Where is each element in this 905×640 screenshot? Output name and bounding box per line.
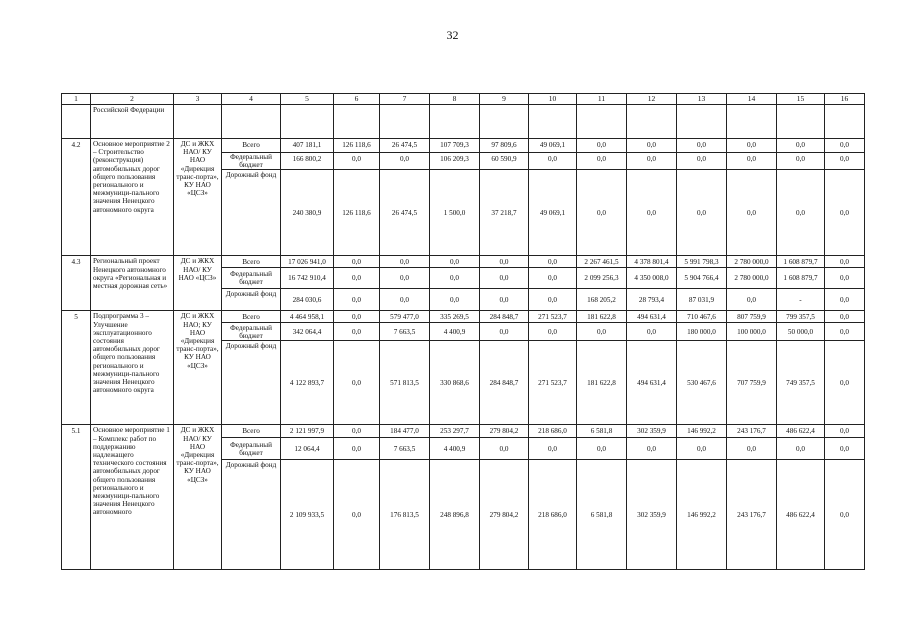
value-cell: 0,0 bbox=[529, 438, 577, 460]
value-cell: 284 030,6 bbox=[281, 289, 334, 311]
value-cell: 0,0 bbox=[334, 323, 380, 341]
table-row bbox=[62, 139, 865, 153]
value-cell: 16 742 910,4 bbox=[281, 268, 334, 289]
table-row bbox=[62, 311, 865, 323]
header-col-10: 10 bbox=[529, 94, 577, 105]
value-cell: 0,0 bbox=[577, 323, 627, 341]
value-cell: 0,0 bbox=[825, 425, 865, 438]
value-cell: 0,0 bbox=[825, 438, 865, 460]
value-cell: 330 868,6 bbox=[430, 341, 480, 425]
header-row bbox=[62, 94, 865, 105]
value-cell: 0,0 bbox=[825, 323, 865, 341]
value-cell: 243 176,7 bbox=[727, 460, 777, 570]
executor: ДС и ЖКХ НАО; КУ НАО «Дирекция транс-порта», КУ НАО «ЦСЗ» bbox=[174, 311, 222, 425]
value-cell: 271 523,7 bbox=[529, 311, 577, 323]
value-cell: 0,0 bbox=[577, 170, 627, 256]
value-cell: 126 118,6 bbox=[334, 170, 380, 256]
value-cell: 302 359,9 bbox=[627, 425, 677, 438]
value-cell: 0,0 bbox=[529, 268, 577, 289]
value-cell: 106 209,3 bbox=[430, 153, 480, 170]
cell-empty bbox=[430, 105, 480, 139]
cell-empty bbox=[281, 105, 334, 139]
executor: ДС и ЖКХ НАО/ КУ НАО «Дирекция транс-порта», КУ НАО «ЦСЗ» bbox=[174, 425, 222, 570]
funding-source: Федеральный бюджет bbox=[222, 323, 281, 341]
executor: ДС и ЖКХ НАО/ КУ НАО «Дирекция транс-порта», КУ НАО «ЦСЗ» bbox=[174, 139, 222, 256]
value-cell: 0,0 bbox=[727, 438, 777, 460]
value-cell: 0,0 bbox=[334, 268, 380, 289]
cell-empty bbox=[222, 105, 281, 139]
value-cell: 2 109 933,5 bbox=[281, 460, 334, 570]
value-cell: 284 848,7 bbox=[480, 311, 529, 323]
value-cell: 0,0 bbox=[825, 153, 865, 170]
value-cell: 342 064,4 bbox=[281, 323, 334, 341]
value-cell: 17 026 941,0 bbox=[281, 256, 334, 268]
activity-title: Подпрограмма 3 – Улучшение эксплуатационного состояния автомобильных дорог общего пользования регионального и межмуници-пального значения Ненецкого автономного округа bbox=[91, 311, 174, 425]
value-cell: 710 467,6 bbox=[677, 311, 727, 323]
header-col-11: 11 bbox=[577, 94, 627, 105]
value-cell: 1 500,0 bbox=[430, 170, 480, 256]
value-cell: 184 477,0 bbox=[380, 425, 430, 438]
cell-empty bbox=[380, 105, 430, 139]
value-cell: 0,0 bbox=[529, 153, 577, 170]
value-cell: 243 176,7 bbox=[727, 425, 777, 438]
value-cell: 0,0 bbox=[727, 170, 777, 256]
value-cell: 28 793,4 bbox=[627, 289, 677, 311]
value-cell: 248 896,8 bbox=[430, 460, 480, 570]
value-cell: 4 464 958,1 bbox=[281, 311, 334, 323]
value-cell: 0,0 bbox=[677, 438, 727, 460]
value-cell: 0,0 bbox=[677, 170, 727, 256]
continuation-row bbox=[62, 105, 865, 139]
value-cell: 0,0 bbox=[677, 153, 727, 170]
value-cell: 0,0 bbox=[627, 139, 677, 153]
value-cell: 0,0 bbox=[627, 323, 677, 341]
funding-source: Дорожный фонд bbox=[222, 341, 281, 425]
value-cell: 126 118,6 bbox=[334, 139, 380, 153]
value-cell: 0,0 bbox=[334, 425, 380, 438]
header-col-13: 13 bbox=[677, 94, 727, 105]
header-col-14: 14 bbox=[727, 94, 777, 105]
header-col-6: 6 bbox=[334, 94, 380, 105]
cell-empty bbox=[677, 105, 727, 139]
value-cell: 176 813,5 bbox=[380, 460, 430, 570]
value-cell: 4 400,9 bbox=[430, 323, 480, 341]
value-cell: 0,0 bbox=[334, 289, 380, 311]
value-cell: 2 267 461,5 bbox=[577, 256, 627, 268]
value-cell: 0,0 bbox=[777, 153, 825, 170]
value-cell: 0,0 bbox=[529, 256, 577, 268]
row-number: 4.2 bbox=[62, 139, 91, 256]
value-cell: 2 780 000,0 bbox=[727, 268, 777, 289]
value-cell: 180 000,0 bbox=[677, 323, 727, 341]
value-cell: 26 474,5 bbox=[380, 170, 430, 256]
value-cell: 335 269,5 bbox=[430, 311, 480, 323]
value-cell: 2 121 997,9 bbox=[281, 425, 334, 438]
cell-empty bbox=[825, 105, 865, 139]
value-cell: 97 809,6 bbox=[480, 139, 529, 153]
value-cell: 2 780 000,0 bbox=[727, 256, 777, 268]
value-cell: 0,0 bbox=[430, 289, 480, 311]
value-cell: 37 218,7 bbox=[480, 170, 529, 256]
value-cell: 0,0 bbox=[727, 289, 777, 311]
funding-source: Всего bbox=[222, 139, 281, 153]
value-cell: 0,0 bbox=[727, 153, 777, 170]
value-cell: 0,0 bbox=[334, 153, 380, 170]
funding-source: Федеральный бюджет bbox=[222, 153, 281, 170]
value-cell: 279 804,2 bbox=[480, 460, 529, 570]
value-cell: 166 800,2 bbox=[281, 153, 334, 170]
value-cell: 4 400,9 bbox=[430, 438, 480, 460]
value-cell: 0,0 bbox=[529, 289, 577, 311]
value-cell: 4 122 893,7 bbox=[281, 341, 334, 425]
value-cell: 0,0 bbox=[825, 268, 865, 289]
header-col-15: 15 bbox=[777, 94, 825, 105]
value-cell: 1 608 879,7 bbox=[777, 268, 825, 289]
header-col-7: 7 bbox=[380, 94, 430, 105]
header-col-4: 4 bbox=[222, 94, 281, 105]
value-cell: - bbox=[777, 289, 825, 311]
value-cell: 0,0 bbox=[380, 289, 430, 311]
value-cell: 0,0 bbox=[627, 153, 677, 170]
value-cell: 494 631,4 bbox=[627, 341, 677, 425]
value-cell: 0,0 bbox=[627, 438, 677, 460]
funding-source: Всего bbox=[222, 256, 281, 268]
value-cell: 0,0 bbox=[334, 311, 380, 323]
funding-source: Дорожный фонд bbox=[222, 170, 281, 256]
value-cell: 0,0 bbox=[577, 438, 627, 460]
value-cell: 0,0 bbox=[334, 460, 380, 570]
cell-empty bbox=[174, 105, 222, 139]
cell-empty bbox=[577, 105, 627, 139]
value-cell: 284 848,7 bbox=[480, 341, 529, 425]
value-cell: 0,0 bbox=[430, 256, 480, 268]
value-cell: 218 686,0 bbox=[529, 425, 577, 438]
value-cell: 218 686,0 bbox=[529, 460, 577, 570]
value-cell: 5 991 798,3 bbox=[677, 256, 727, 268]
value-cell: 0,0 bbox=[677, 139, 727, 153]
value-cell: 2 099 256,3 bbox=[577, 268, 627, 289]
value-cell: 0,0 bbox=[825, 460, 865, 570]
value-cell: 0,0 bbox=[777, 170, 825, 256]
value-cell: 0,0 bbox=[480, 289, 529, 311]
value-cell: 4 350 008,0 bbox=[627, 268, 677, 289]
value-cell: 0,0 bbox=[380, 268, 430, 289]
cell-empty bbox=[529, 105, 577, 139]
header-col-3: 3 bbox=[174, 94, 222, 105]
page-number: 32 bbox=[446, 28, 459, 42]
value-cell: 799 357,5 bbox=[777, 311, 825, 323]
cell-empty bbox=[777, 105, 825, 139]
funding-source: Всего bbox=[222, 311, 281, 323]
value-cell: 6 581,8 bbox=[577, 425, 627, 438]
value-cell: 7 663,5 bbox=[380, 323, 430, 341]
value-cell: 26 474,5 bbox=[380, 139, 430, 153]
value-cell: 146 992,2 bbox=[677, 460, 727, 570]
value-cell: 407 181,1 bbox=[281, 139, 334, 153]
value-cell: 494 631,4 bbox=[627, 311, 677, 323]
row-number: 5.1 bbox=[62, 425, 91, 570]
funding-source: Дорожный фонд bbox=[222, 289, 281, 311]
value-cell: 6 581,8 bbox=[577, 460, 627, 570]
cell-empty bbox=[62, 105, 91, 139]
activity-title: Основное мероприятие 1 – Комплекс работ по поддержанию надлежащего технического состояния автомобильных дорог общего пользования регионального и межмуници-пального значения Ненецкого автономного bbox=[91, 425, 174, 570]
funding-source: Всего bbox=[222, 425, 281, 438]
value-cell: 0,0 bbox=[480, 268, 529, 289]
value-cell: 7 663,5 bbox=[380, 438, 430, 460]
value-cell: 0,0 bbox=[380, 153, 430, 170]
row-number: 4.3 bbox=[62, 256, 91, 311]
value-cell: 0,0 bbox=[480, 323, 529, 341]
value-cell: 0,0 bbox=[380, 256, 430, 268]
value-cell: 0,0 bbox=[577, 153, 627, 170]
table-row bbox=[62, 256, 865, 268]
value-cell: 4 378 801,4 bbox=[627, 256, 677, 268]
value-cell: 0,0 bbox=[334, 341, 380, 425]
value-cell: 0,0 bbox=[627, 170, 677, 256]
value-cell: 0,0 bbox=[777, 438, 825, 460]
value-cell: 579 477,0 bbox=[380, 311, 430, 323]
value-cell: 0,0 bbox=[334, 438, 380, 460]
value-cell: 530 467,6 bbox=[677, 341, 727, 425]
funding-source: Федеральный бюджет bbox=[222, 268, 281, 289]
header-col-8: 8 bbox=[430, 94, 480, 105]
value-cell: 0,0 bbox=[777, 139, 825, 153]
value-cell: 181 622,8 bbox=[577, 341, 627, 425]
value-cell: 0,0 bbox=[480, 256, 529, 268]
header-col-1: 1 bbox=[62, 94, 91, 105]
executor: ДС и ЖКХ НАО/ КУ НАО «ЦСЗ» bbox=[174, 256, 222, 311]
header-col-12: 12 bbox=[627, 94, 677, 105]
continuation-text: Российской Федерации bbox=[91, 105, 174, 139]
value-cell: 279 804,2 bbox=[480, 425, 529, 438]
value-cell: 146 992,2 bbox=[677, 425, 727, 438]
cell-empty bbox=[480, 105, 529, 139]
table-row bbox=[62, 425, 865, 438]
header-col-9: 9 bbox=[480, 94, 529, 105]
value-cell: 0,0 bbox=[825, 289, 865, 311]
value-cell: 0,0 bbox=[825, 256, 865, 268]
value-cell: 12 064,4 bbox=[281, 438, 334, 460]
value-cell: 50 000,0 bbox=[777, 323, 825, 341]
value-cell: 49 069,1 bbox=[529, 170, 577, 256]
budget-table bbox=[61, 93, 865, 570]
row-number: 5 bbox=[62, 311, 91, 425]
cell-empty bbox=[727, 105, 777, 139]
value-cell: 0,0 bbox=[334, 256, 380, 268]
value-cell: 0,0 bbox=[825, 170, 865, 256]
activity-title: Региональный проект Ненецкого автономного округа «Региональная и местная дорожная сеть» bbox=[91, 256, 174, 311]
value-cell: 0,0 bbox=[825, 341, 865, 425]
header-col-5: 5 bbox=[281, 94, 334, 105]
value-cell: 749 357,5 bbox=[777, 341, 825, 425]
value-cell: 0,0 bbox=[825, 139, 865, 153]
value-cell: 807 759,9 bbox=[727, 311, 777, 323]
funding-source: Федеральный бюджет bbox=[222, 438, 281, 460]
value-cell: 1 608 879,7 bbox=[777, 256, 825, 268]
value-cell: 60 590,9 bbox=[480, 153, 529, 170]
value-cell: 0,0 bbox=[430, 268, 480, 289]
value-cell: 486 622,4 bbox=[777, 425, 825, 438]
value-cell: 0,0 bbox=[480, 438, 529, 460]
value-cell: 100 000,0 bbox=[727, 323, 777, 341]
value-cell: 181 622,8 bbox=[577, 311, 627, 323]
value-cell: 49 069,1 bbox=[529, 139, 577, 153]
value-cell: 107 709,3 bbox=[430, 139, 480, 153]
value-cell: 707 759,9 bbox=[727, 341, 777, 425]
value-cell: 240 380,9 bbox=[281, 170, 334, 256]
header-col-16: 16 bbox=[825, 94, 865, 105]
header-col-2: 2 bbox=[91, 94, 174, 105]
funding-source: Дорожный фонд bbox=[222, 460, 281, 570]
cell-empty bbox=[334, 105, 380, 139]
value-cell: 0,0 bbox=[577, 139, 627, 153]
value-cell: 486 622,4 bbox=[777, 460, 825, 570]
value-cell: 271 523,7 bbox=[529, 341, 577, 425]
value-cell: 5 904 766,4 bbox=[677, 268, 727, 289]
value-cell: 168 205,2 bbox=[577, 289, 627, 311]
value-cell: 87 031,9 bbox=[677, 289, 727, 311]
activity-title: Основное мероприятие 2 – Строительство (реконструкция) автомобильных дорог общего пользования регионального и межмуници-пального значения Ненецкого автономного округа bbox=[91, 139, 174, 256]
value-cell: 0,0 bbox=[529, 323, 577, 341]
value-cell: 571 813,5 bbox=[380, 341, 430, 425]
value-cell: 0,0 bbox=[727, 139, 777, 153]
value-cell: 253 297,7 bbox=[430, 425, 480, 438]
value-cell: 302 359,9 bbox=[627, 460, 677, 570]
cell-empty bbox=[627, 105, 677, 139]
value-cell: 0,0 bbox=[825, 311, 865, 323]
